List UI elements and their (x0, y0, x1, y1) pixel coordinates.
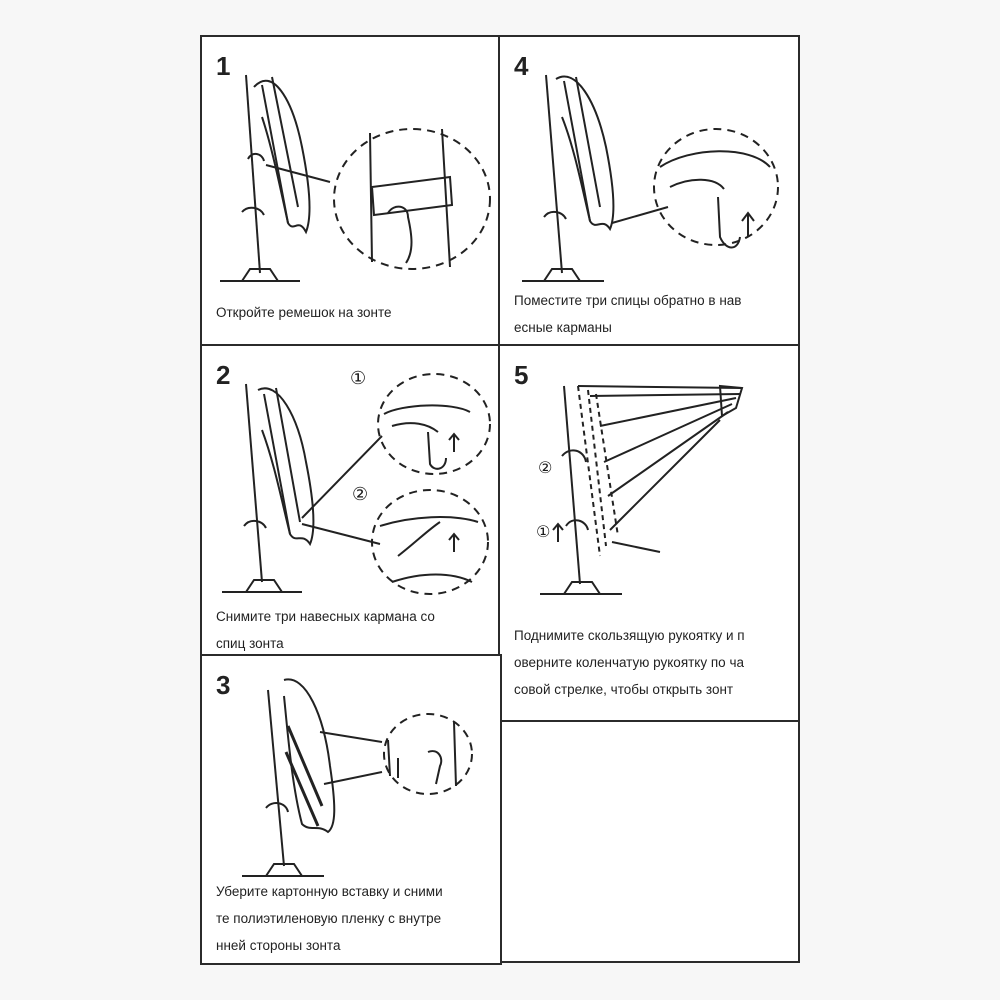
step-number: 5 (514, 360, 529, 390)
crank-handle (266, 803, 288, 812)
umbrella-pole (246, 384, 262, 582)
up-arrow (742, 213, 754, 237)
step-number: 1 (216, 51, 231, 81)
marker-1: ① (536, 524, 551, 541)
step-caption: Снимите три навесных кармана со спиц зонта (216, 609, 435, 651)
zoom-circle (654, 129, 778, 245)
crank-handle-lower (566, 520, 588, 530)
up-arrow (553, 524, 563, 542)
zoom-circle-2 (372, 490, 488, 594)
umbrella-pole (246, 75, 260, 273)
hand (388, 207, 412, 263)
up-arrow-2 (449, 534, 459, 552)
umbrella-pole (268, 690, 284, 866)
marker-2: ② (352, 484, 369, 504)
step-panel-1 (200, 35, 500, 346)
step-caption: Уберите картонную вставку и сними те полиэтиленовую пленку с внутре нней стороны зонта (216, 884, 443, 953)
opening-canopy (578, 386, 742, 552)
zoom-circle-1 (378, 374, 490, 474)
crank-handle (544, 212, 566, 219)
step-panel-5 (498, 344, 800, 722)
umbrella-base (522, 269, 604, 281)
zoom-circle (384, 714, 472, 794)
callout-line (612, 207, 668, 223)
empty-panel (500, 720, 800, 963)
step-number: 3 (216, 670, 231, 700)
step-number: 4 (514, 51, 529, 81)
hand (718, 197, 740, 248)
crank-handle (244, 521, 266, 528)
umbrella-base (540, 582, 622, 594)
callout-line (266, 165, 330, 182)
crank-handle-upper (562, 450, 586, 462)
up-arrow-1 (449, 434, 459, 452)
marker-1: ① (350, 368, 367, 388)
marker-2: ② (538, 460, 553, 477)
umbrella-pole (546, 75, 562, 273)
callout-lines (302, 436, 382, 544)
umbrella-pole (564, 386, 580, 584)
step-caption: Откройте ремешок на зонте (216, 305, 392, 320)
step-panel-3 (200, 654, 502, 965)
step-panel-4 (498, 35, 800, 346)
step-number: 2 (216, 360, 231, 390)
step-caption: Поместите три спицы обратно в нав есные карманы (514, 293, 742, 335)
step-caption: Поднимите скользящую рукоятку и п оверните коленчатую рукоятку по ча совой стрелке, чтобы открыть зонт (514, 628, 745, 697)
step-panel-2 (200, 344, 500, 656)
folded-canopy (556, 77, 613, 229)
